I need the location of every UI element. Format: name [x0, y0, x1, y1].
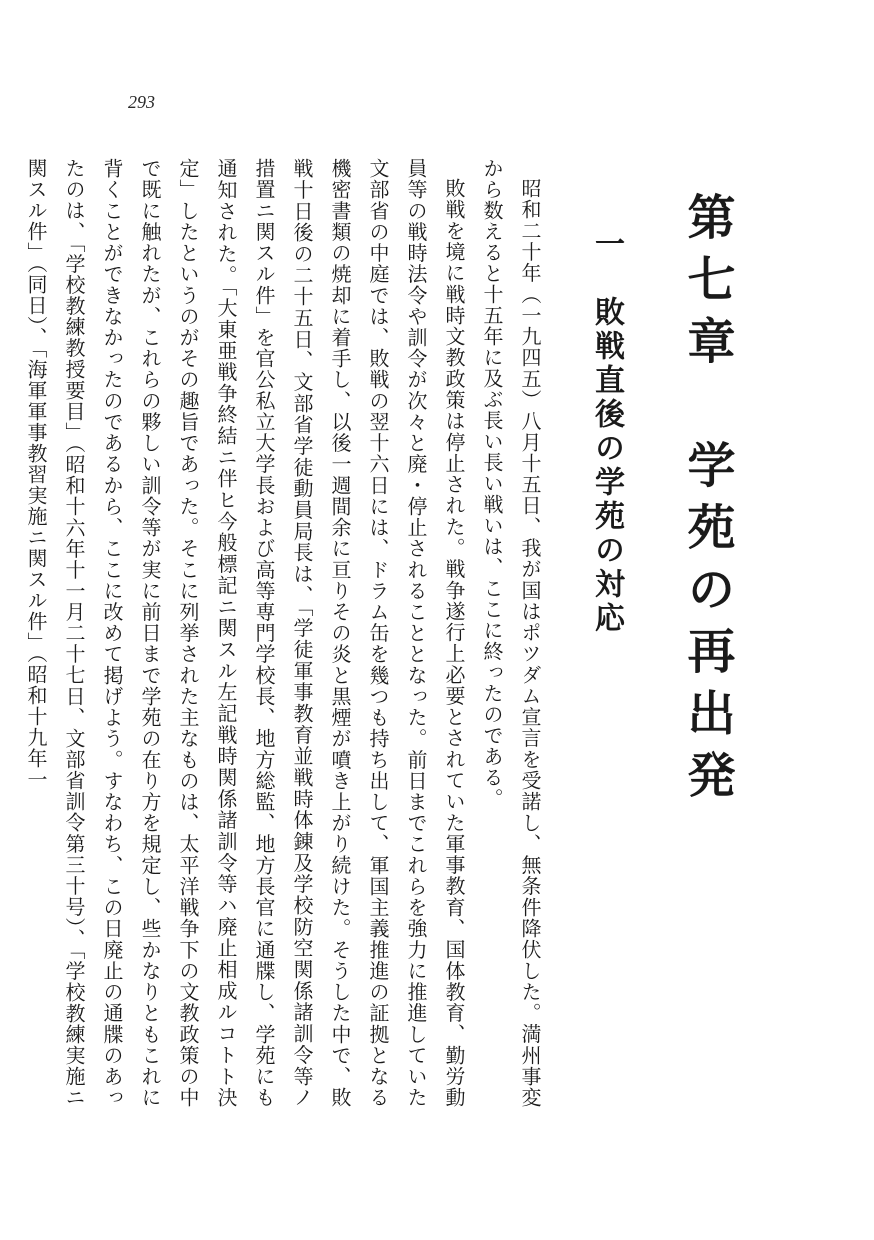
section-title: 一 敗戦直後の学苑の対応	[589, 228, 624, 636]
body-text	[17, 158, 549, 1108]
page-number: 293	[128, 92, 155, 112]
paragraph: 昭和二十年（一九四五）八月十五日、我が国はポツダム宣言を受諾し、無条件降伏した。満州事変から数えると十五年に及ぶ長い長い戦いは、ここに終ったのである。	[480, 158, 542, 1108]
paragraph: 敗戦を境に戦時文教政策は停止された。戦争遂行上必要とされていた軍事教育、国体教育、勤労動員等の戦時法令や訓令が次々と廃・停止されることとなった。前日までこれらを強力に推進していた文部省の中庭では、敗戦の翌十六日には、ドラム缶を幾つも持ち出して、軍国主義推進の証拠となる機密書類の焼却に着手し、以後一週間余に亘りその炎と黒煙が噴き上がり続けた。そうした中で、敗戦十日後の二十五日、文部省学徒動員局長は、「学徒軍事教育並戦時体錬及学校防空関係諸訓令等ノ措置ニ関スル件」を官公私立大学長および高等専門学校長、地方総監、地方長官に通牒し、学苑にも通知された。「大東亜戦争終結ニ伴ヒ今般標記ニ関スル左記戦時関係諸訓令等ハ廃止相成ルコトト決定」したというのがその趣旨であった。そこに列挙された主なものは、太平洋戦争下の文教政策の中で既に触れたが、これらの夥しい訓令等が実に前日まで学苑の在り方を規定し、些かなりともこれに背くことができなかったのであるから、ここに改めて掲げよう。すなわち、この日廃止の通牒のあったのは、「学校教練教授要目」（昭和十六年十一月二十七日、文部省訓令第三十号）、「学校教練実施ニ関スル件」（同日）、「海軍軍事教習実施ニ関スル件」（昭和十九年一	[24, 158, 466, 1109]
chapter-title: 第七章 学苑の再出発	[679, 192, 735, 812]
